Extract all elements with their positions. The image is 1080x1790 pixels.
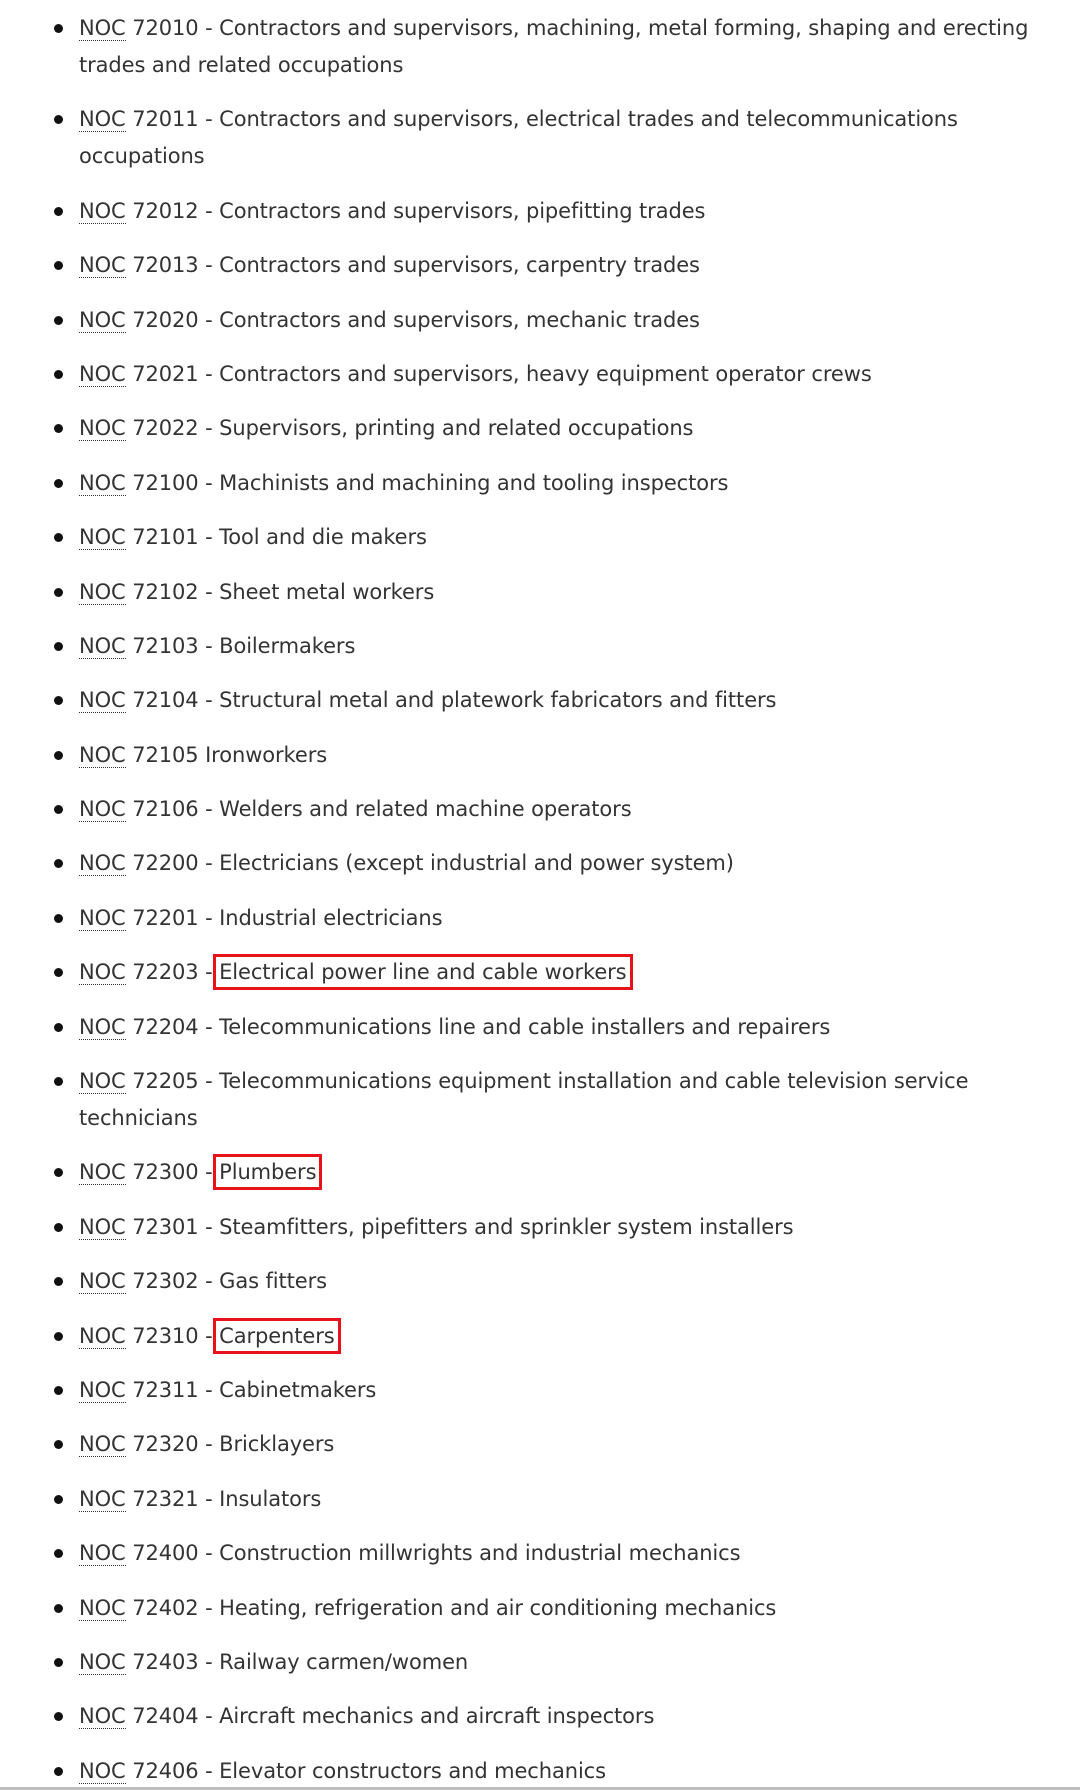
noc-separator: - [198, 1269, 220, 1294]
noc-code: 72106 [132, 797, 199, 822]
noc-code: 72402 [132, 1595, 199, 1620]
bullet-icon [54, 115, 63, 124]
list-item [0, 1209, 1080, 1246]
list-item [0, 1698, 1080, 1735]
bullet-icon [54, 207, 63, 216]
occupation-title: Structural metal and platework fabricators and fitters [219, 688, 777, 713]
noc-separator: - [198, 307, 220, 332]
noc-separator: - [198, 851, 220, 876]
noc-separator: - [198, 1704, 220, 1729]
bullet-icon [54, 1168, 63, 1177]
noc-abbreviation[interactable]: NOC [79, 1014, 126, 1039]
noc-code: 72311 [132, 1377, 199, 1402]
noc-occupation-list [0, 10, 1080, 1790]
noc-abbreviation[interactable]: NOC [79, 633, 126, 658]
noc-code: 72021 [132, 361, 199, 386]
bullet-icon [54, 370, 63, 379]
occupation-title: Aircraft mechanics and aircraft inspectors [219, 1704, 655, 1729]
list-item [0, 900, 1080, 937]
noc-code: 72011 [132, 107, 199, 132]
noc-abbreviation[interactable]: NOC [79, 742, 126, 767]
occupation-title: Supervisors, printing and related occupations [219, 416, 694, 441]
list-item [0, 628, 1080, 665]
noc-separator: - [198, 1160, 220, 1185]
highlighted-occupation-title: Plumbers [219, 1160, 317, 1185]
bullet-icon [54, 1549, 63, 1558]
bullet-icon [54, 1332, 63, 1341]
noc-separator: - [198, 253, 220, 278]
noc-code: 72200 [132, 851, 199, 876]
noc-separator: - [198, 1377, 220, 1402]
list-item [0, 519, 1080, 556]
noc-separator: - [198, 1595, 220, 1620]
list-item [0, 465, 1080, 502]
bullet-icon [54, 261, 63, 270]
bullet-icon [54, 859, 63, 868]
noc-code: 72301 [132, 1214, 199, 1239]
list-item [0, 356, 1080, 393]
noc-code: 72310 [132, 1323, 199, 1348]
list-item [0, 247, 1080, 284]
noc-code: 72012 [132, 198, 199, 223]
noc-separator: - [198, 16, 220, 40]
list-item [0, 1644, 1080, 1681]
noc-code: 72013 [132, 253, 199, 278]
bullet-icon [54, 805, 63, 814]
noc-abbreviation[interactable]: NOC [79, 198, 126, 223]
noc-separator: - [198, 1323, 220, 1348]
noc-abbreviation[interactable]: NOC [79, 107, 126, 132]
noc-abbreviation[interactable]: NOC [79, 253, 126, 278]
noc-separator: - [198, 579, 220, 604]
bullet-icon [54, 1767, 63, 1776]
occupation-title: Telecommunications equipment installation and cable television service technicians [79, 1069, 969, 1131]
list-item [0, 1426, 1080, 1463]
noc-abbreviation[interactable]: NOC [79, 797, 126, 822]
noc-abbreviation[interactable]: NOC [79, 1432, 126, 1457]
occupation-title: Contractors and supervisors, heavy equipment operator crews [219, 361, 872, 386]
noc-separator: - [198, 1432, 220, 1457]
occupation-title: Heating, refrigeration and air conditioning mechanics [219, 1595, 777, 1620]
noc-abbreviation[interactable]: NOC [79, 688, 126, 713]
noc-code: 72400 [132, 1541, 199, 1566]
noc-separator: - [198, 1649, 220, 1674]
list-item [0, 302, 1080, 339]
occupation-title: Elevator constructors and mechanics [219, 1758, 606, 1783]
noc-abbreviation[interactable]: NOC [79, 579, 126, 604]
list-item [0, 1535, 1080, 1572]
noc-separator: - [198, 1486, 220, 1511]
occupation-title: Industrial electricians [219, 905, 443, 930]
noc-abbreviation[interactable]: NOC [79, 1160, 126, 1185]
noc-separator: - [198, 1069, 220, 1094]
noc-code: 72105 [132, 742, 199, 767]
noc-code: 72204 [132, 1014, 199, 1039]
noc-code: 72300 [132, 1160, 199, 1185]
noc-abbreviation[interactable]: NOC [79, 1377, 126, 1402]
occupation-title: Steamfitters, pipefitters and sprinkler system installers [219, 1214, 794, 1239]
list-item [0, 10, 1080, 84]
occupation-title: Electricians (except industrial and power system) [219, 851, 734, 876]
list-item [0, 682, 1080, 719]
occupation-title: Machinists and machining and tooling inspectors [219, 470, 729, 495]
bullet-icon [54, 316, 63, 325]
noc-abbreviation[interactable]: NOC [79, 1704, 126, 1729]
list-item [0, 1481, 1080, 1518]
occupation-title: Welders and related machine operators [219, 797, 632, 822]
noc-abbreviation[interactable]: NOC [79, 16, 126, 40]
noc-abbreviation[interactable]: NOC [79, 307, 126, 332]
bullet-icon [54, 1023, 63, 1032]
list-item [0, 1318, 1080, 1355]
noc-code: 72022 [132, 416, 199, 441]
noc-code: 72020 [132, 307, 199, 332]
noc-separator: - [198, 960, 220, 985]
list-item [0, 1063, 1080, 1137]
list-item [0, 1753, 1080, 1790]
bullet-icon [54, 1223, 63, 1232]
noc-code: 72403 [132, 1649, 199, 1674]
noc-code: 72320 [132, 1432, 199, 1457]
noc-code: 72321 [132, 1486, 199, 1511]
noc-separator: - [198, 525, 220, 550]
occupation-title: Gas fitters [219, 1269, 327, 1294]
noc-code: 72201 [132, 905, 199, 930]
bullet-icon [54, 1604, 63, 1613]
occupation-title: Railway carmen/women [219, 1649, 469, 1674]
list-item [0, 1009, 1080, 1046]
list-item [0, 845, 1080, 882]
occupation-title: Tool and die makers [219, 525, 427, 550]
noc-code: 72101 [132, 525, 199, 550]
occupation-title: Boilermakers [219, 633, 356, 658]
noc-separator: - [198, 905, 220, 930]
noc-code: 72302 [132, 1269, 199, 1294]
bullet-icon [54, 24, 63, 33]
noc-abbreviation[interactable]: NOC [79, 1323, 126, 1348]
bullet-icon [54, 1495, 63, 1504]
occupation-title: Ironworkers [205, 742, 328, 767]
noc-abbreviation[interactable]: NOC [79, 1541, 126, 1566]
noc-separator: - [198, 361, 220, 386]
noc-code: 72010 [132, 16, 199, 40]
noc-separator: - [198, 416, 220, 441]
occupation-title: Insulators [219, 1486, 322, 1511]
bullet-icon [54, 588, 63, 597]
list-item [0, 410, 1080, 447]
occupation-title: Contractors and supervisors, pipefitting trades [219, 198, 706, 223]
noc-code: 72104 [132, 688, 199, 713]
highlighted-occupation-title: Carpenters [219, 1323, 335, 1348]
bullet-icon [54, 751, 63, 760]
noc-abbreviation[interactable]: NOC [79, 960, 126, 985]
bullet-icon [54, 1712, 63, 1721]
noc-abbreviation[interactable]: NOC [79, 905, 126, 930]
noc-separator: - [198, 1758, 220, 1783]
bullet-icon [54, 1277, 63, 1286]
noc-abbreviation[interactable]: NOC [79, 361, 126, 386]
noc-abbreviation[interactable]: NOC [79, 1758, 126, 1783]
list-item [0, 1263, 1080, 1300]
noc-separator: - [198, 797, 220, 822]
noc-abbreviation[interactable]: NOC [79, 851, 126, 876]
noc-abbreviation[interactable]: NOC [79, 1649, 126, 1674]
bullet-icon [54, 479, 63, 488]
noc-abbreviation[interactable]: NOC [79, 470, 126, 495]
bullet-icon [54, 968, 63, 977]
noc-code: 72102 [132, 579, 199, 604]
bullet-icon [54, 1658, 63, 1667]
occupation-title: Construction millwrights and industrial mechanics [219, 1541, 741, 1566]
bullet-icon [54, 1440, 63, 1449]
list-item [0, 737, 1080, 774]
list-item [0, 791, 1080, 828]
noc-code: 72103 [132, 633, 199, 658]
list-item [0, 193, 1080, 230]
noc-abbreviation[interactable]: NOC [79, 1595, 126, 1620]
bullet-icon [54, 642, 63, 651]
occupation-title: Telecommunications line and cable installers and repairers [219, 1014, 831, 1039]
noc-separator: - [198, 688, 220, 713]
list-item [0, 1154, 1080, 1191]
highlighted-occupation-title: Electrical power line and cable workers [219, 960, 627, 985]
occupation-title: Bricklayers [219, 1432, 335, 1457]
list-item [0, 1590, 1080, 1627]
bullet-icon [54, 914, 63, 923]
occupation-title: Cabinetmakers [219, 1377, 377, 1402]
noc-abbreviation[interactable]: NOC [79, 1486, 126, 1511]
bullet-icon [54, 424, 63, 433]
occupation-title: Contractors and supervisors, mechanic trades [219, 307, 700, 332]
occupation-title: Contractors and supervisors, carpentry trades [219, 253, 700, 278]
bullet-icon [54, 1386, 63, 1395]
noc-abbreviation[interactable]: NOC [79, 525, 126, 550]
list-item [0, 954, 1080, 991]
noc-separator: - [198, 1214, 220, 1239]
bullet-icon [54, 533, 63, 542]
noc-abbreviation[interactable]: NOC [79, 1214, 126, 1239]
noc-separator: - [198, 633, 220, 658]
list-item [0, 574, 1080, 611]
noc-abbreviation[interactable]: NOC [79, 1269, 126, 1294]
occupation-title: Contractors and supervisors, electrical trades and telecommunications occupations [79, 107, 958, 169]
noc-code: 72100 [132, 470, 199, 495]
bullet-icon [54, 696, 63, 705]
noc-separator: - [198, 107, 220, 132]
noc-separator: - [198, 198, 220, 223]
noc-code: 72404 [132, 1704, 199, 1729]
list-item [0, 1372, 1080, 1409]
noc-separator: - [198, 470, 220, 495]
noc-code: 72203 [132, 960, 199, 985]
list-item [0, 101, 1080, 175]
noc-code: 72406 [132, 1758, 199, 1783]
occupation-title: Contractors and supervisors, machining, metal forming, shaping and erecting trades and related occupations [79, 16, 1029, 77]
noc-code: 72205 [132, 1069, 199, 1094]
bullet-icon [54, 1077, 63, 1086]
noc-separator: - [198, 1014, 220, 1039]
occupation-title: Sheet metal workers [219, 579, 435, 604]
noc-separator: - [198, 1541, 220, 1566]
noc-abbreviation[interactable]: NOC [79, 1069, 126, 1094]
noc-abbreviation[interactable]: NOC [79, 416, 126, 441]
